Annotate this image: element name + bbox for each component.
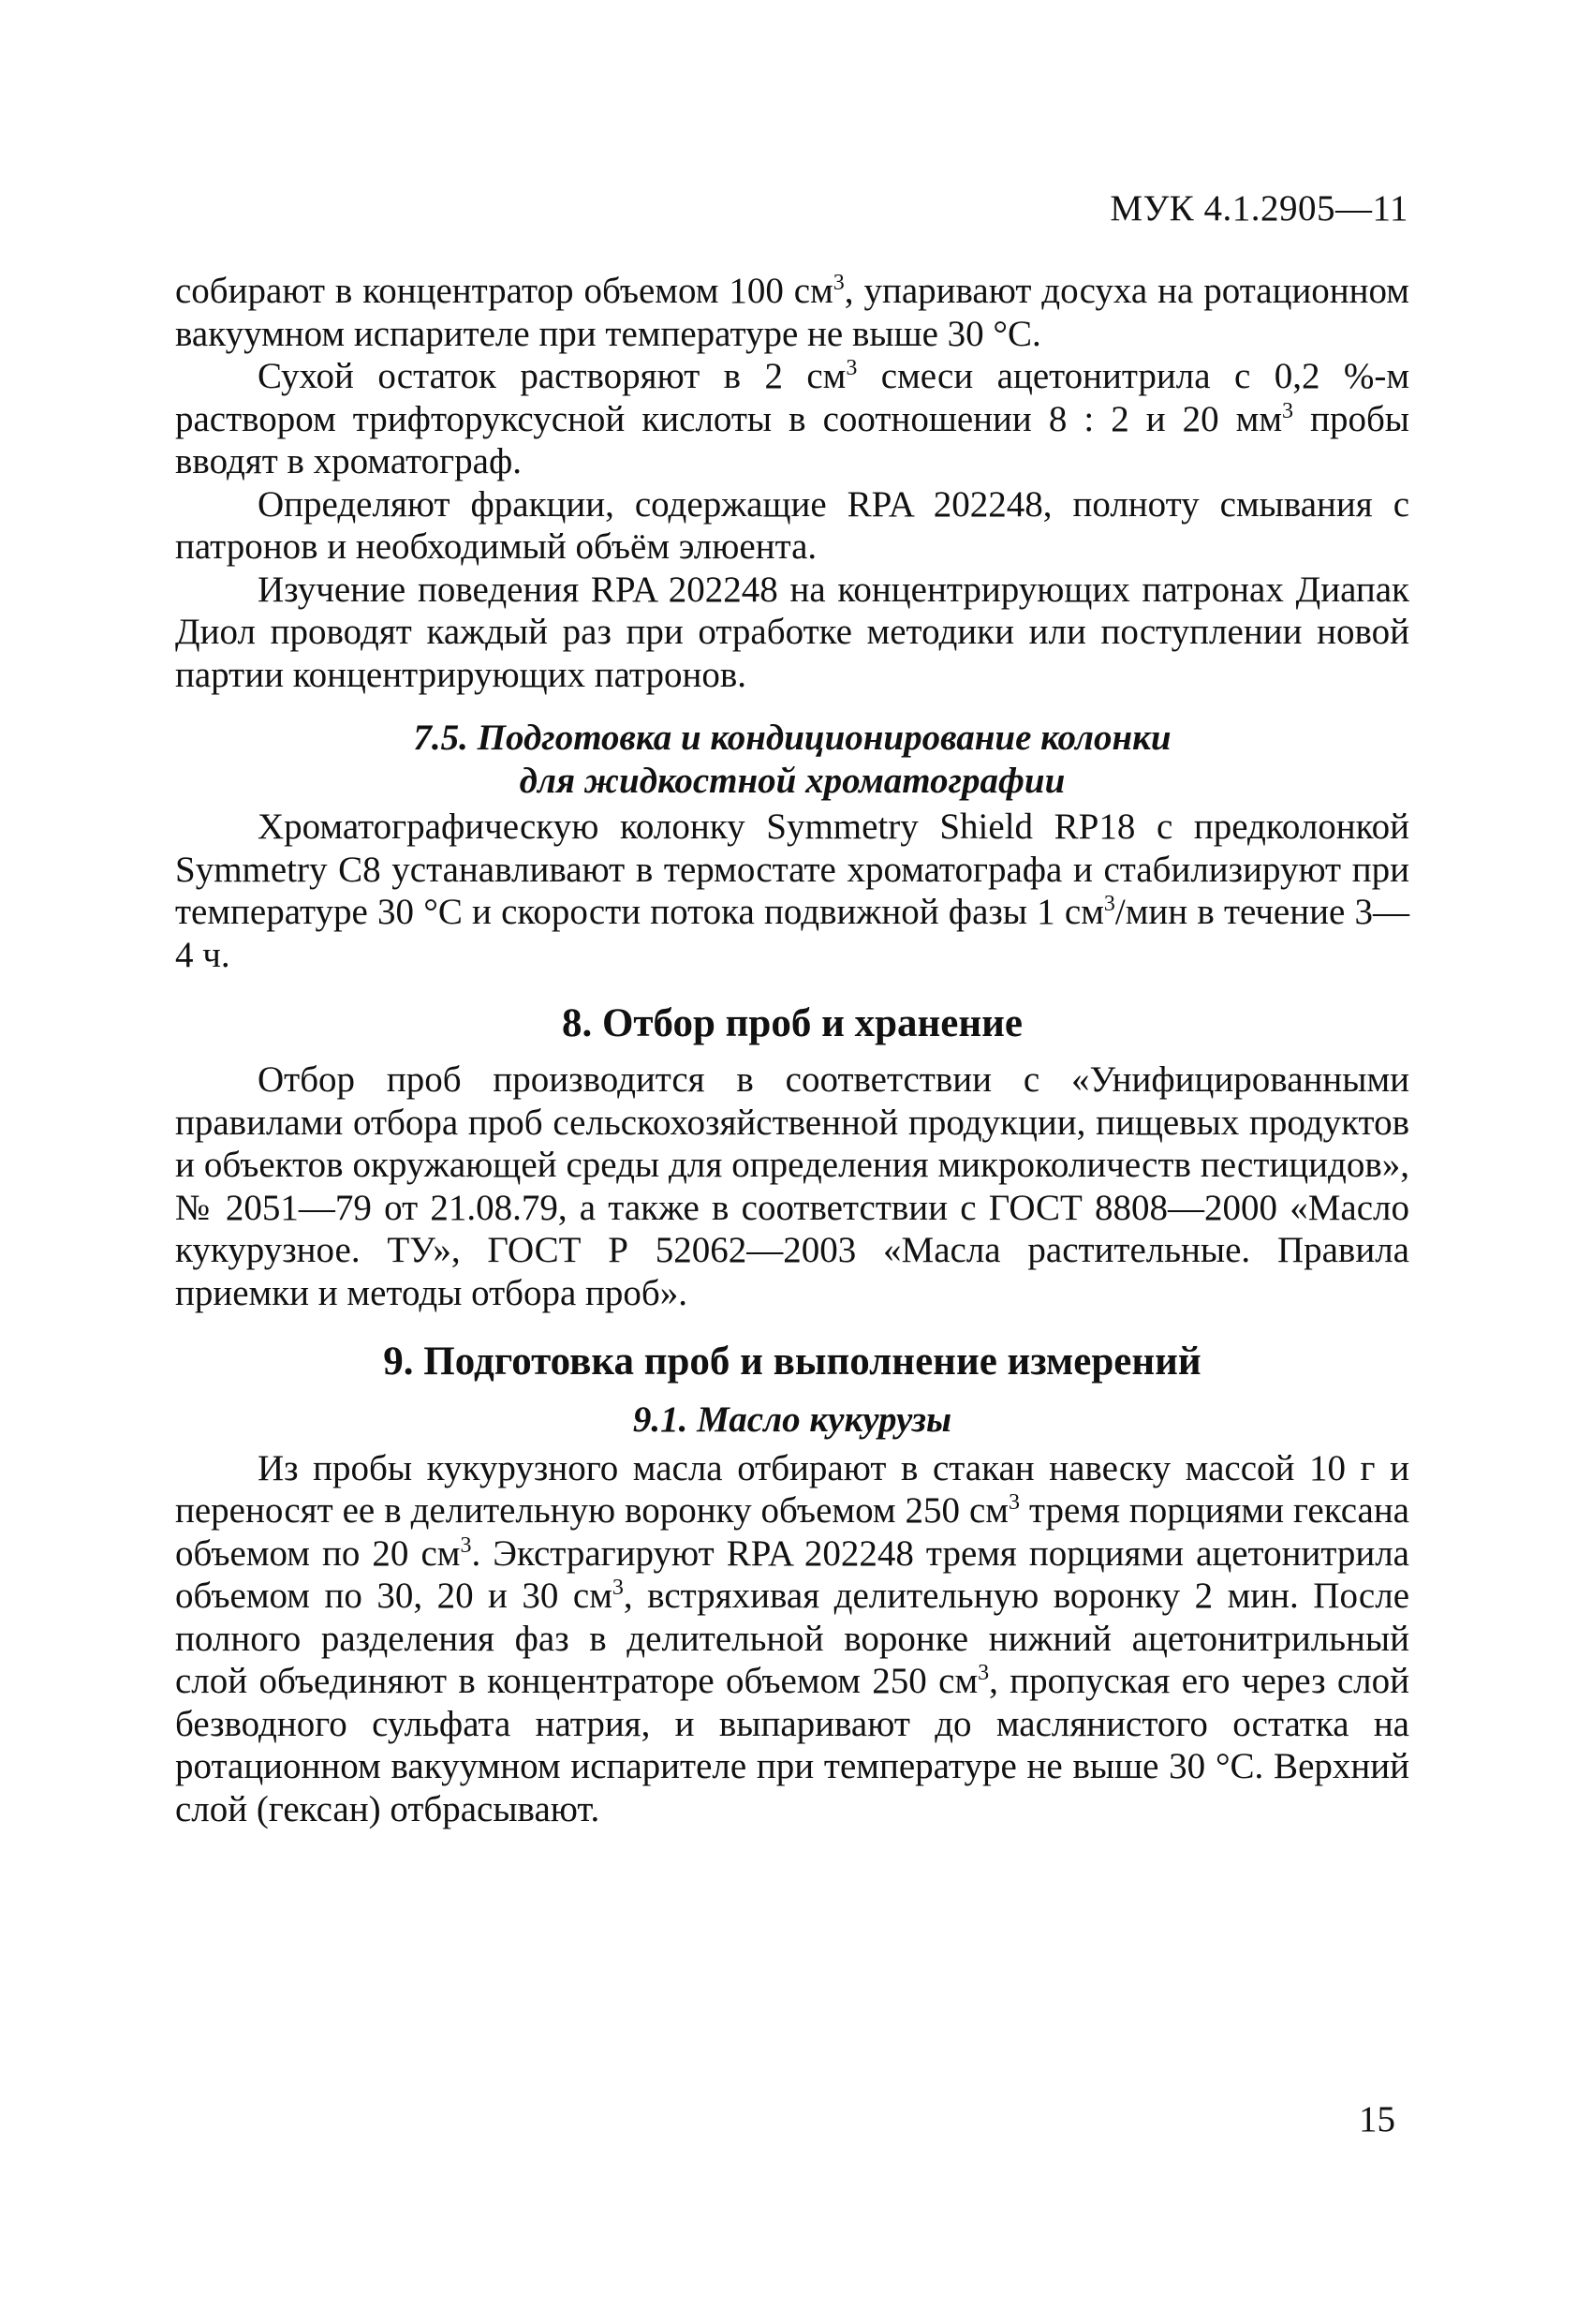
document-code: МУК 4.1.2905—11 xyxy=(1110,188,1408,229)
paragraph-cartridge-study: Изучение поведения RPA 202248 на концентрирующих патронах Диапак Диол проводят каждый раз при отработке методики или поступлении новой партии концентрирующих патронов. xyxy=(175,569,1409,695)
page-content xyxy=(175,270,1409,1830)
superscript: 3 xyxy=(1008,1490,1020,1515)
section-7-5-heading xyxy=(175,717,1409,802)
text-run: Сухой остаток растворяют в 2 см xyxy=(258,356,847,396)
section-9-heading: 9. Подготовка проб и выполнение измерений xyxy=(383,1340,1201,1384)
superscript: 3 xyxy=(833,271,845,295)
text-run: Из пробы кукурузного масла отбирают в стакан навеску массой 10 г и переносят ее в делительную воронку объемом 250 см xyxy=(175,1447,1409,1531)
text-run: . Экстрагируют RPA 202248 тремя порциями ацетонитрила объемом по 30, 20 и 30 см xyxy=(175,1532,1409,1616)
text-run: смеси ацетонитрила с 0,2 %-м раствором трифторуксусной кислоты в соотношении 8 : 2 и 20 мм xyxy=(175,356,1410,439)
superscript: 3 xyxy=(1282,398,1294,423)
text-run: пробы вводят в хроматограф. xyxy=(175,398,1409,481)
section-9-1-heading: 9.1. Масло кукурузы xyxy=(632,1399,952,1440)
paragraph-sampling: Отбор проб производится в соответствии с «Унифицированными правилами отбора проб сельскохозяйственной продукции, пищевых продуктов и объектов окружающей среды для определения микроколичеств пестицидов», № 2051—79 от 21.08.79, а также в соответствии с ГОСТ 8808—2000 «Масло кукурузное. ТУ», ГОСТ Р 52062—2003 «Масла растительные. Правила приемки и методы отбора проб». xyxy=(175,1059,1409,1313)
superscript: 3 xyxy=(846,356,858,380)
superscript: 3 xyxy=(1103,892,1115,916)
superscript: 3 xyxy=(460,1532,472,1558)
text-run: , встряхивая делительную воронку 2 мин. После полного разделения фаз в делительной воронке нижний ацетонитрильный слой объединяют в концентраторе объемом 250 см xyxy=(175,1576,1410,1701)
section-7-5-heading-line2: для жидкостной хроматографии xyxy=(519,760,1066,801)
section-7-5-heading-line1: 7.5. Подготовка и кондиционирование колонки xyxy=(413,718,1172,758)
section-8-heading: 8. Отбор проб и хранение xyxy=(561,1001,1024,1045)
text-run: тремя порциями гексана объемом по 20 см xyxy=(175,1490,1409,1574)
text-run: , упаривают досуха на ротационном вакуумном испарителе при температуре не выше 30 °С. xyxy=(175,271,1409,354)
paragraph-fractions: Определяют фракции, содержащие RPA 202248, полноту смывания с патронов и необходимый объём элюента. xyxy=(175,483,1409,567)
text-run: /мин в течение 3—4 ч. xyxy=(175,892,1409,975)
paragraph-dry-residue xyxy=(175,355,1409,483)
text-run: Хроматографическую колонку Symmetry Shield RP18 с предколонкой Symmetry C8 устанавливают в термостате хроматографа и стабилизируют при температуре 30 °С и скорости потока подвижной фазы 1 см xyxy=(175,807,1409,932)
text-run: , пропуская его через слой безводного сульфата натрия, и выпаривают до маслянистого остатка на ротационном вакуумном испарителе при температуре не выше 30 °С. Верхний слой (гексан) отбрасывают. xyxy=(175,1661,1409,1829)
paragraph-column-conditioning xyxy=(175,806,1409,976)
superscript: 3 xyxy=(612,1576,624,1600)
superscript: 3 xyxy=(978,1661,990,1685)
text-run: собирают в концентратор объемом 100 см xyxy=(175,271,833,311)
page-number: 15 xyxy=(1359,2099,1395,2139)
paragraph-corn-oil xyxy=(175,1447,1409,1831)
paragraph-concentrator xyxy=(175,270,1409,355)
